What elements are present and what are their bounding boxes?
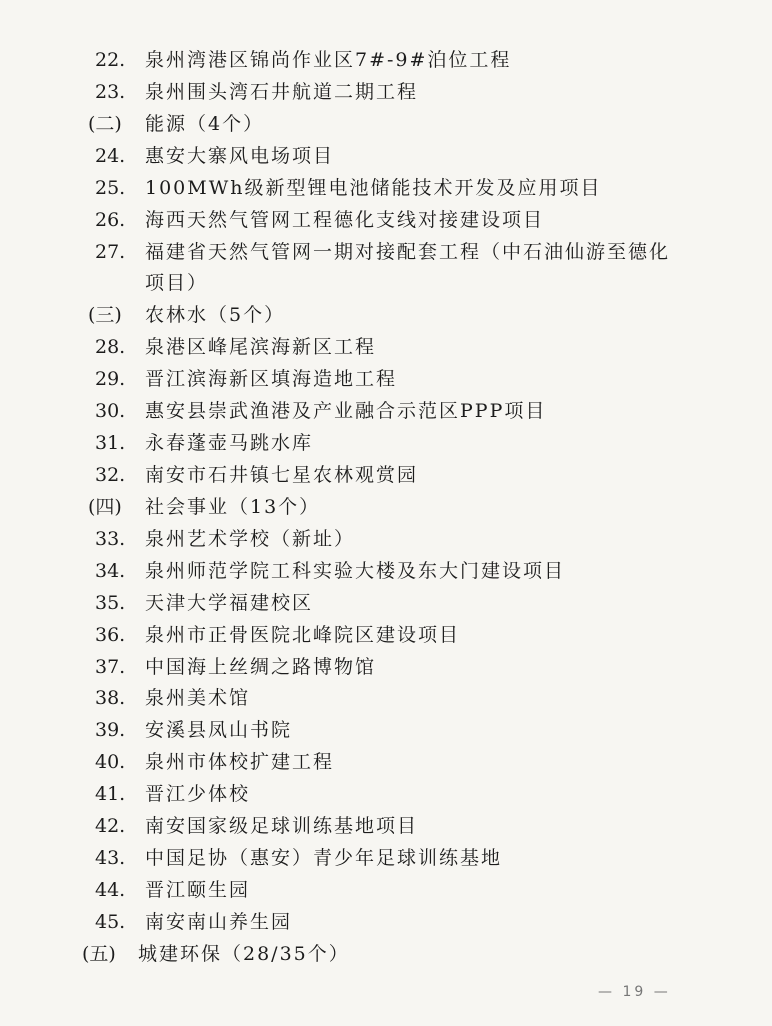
item-text: 泉州湾港区锦尚作业区7#-9#泊位工程 (145, 49, 512, 71)
section-number: (二) (88, 113, 122, 135)
section-number: (四) (88, 496, 122, 518)
item-text: 安溪县凤山书院 (145, 719, 293, 741)
section-title: 农林水（5个） (145, 304, 286, 326)
section-title: 社会事业（13个） (145, 496, 321, 518)
item-number: 27. (95, 241, 126, 263)
item-number: 28. (95, 336, 126, 358)
item-number: 24. (95, 145, 126, 167)
item-number: 40. (95, 751, 126, 773)
item-text: 泉州艺术学校（新址） (145, 528, 356, 550)
item-text: 中国海上丝绸之路博物馆 (145, 656, 377, 678)
item-number: 44. (95, 879, 126, 901)
item-number: 34. (95, 560, 126, 582)
item-number: 26. (95, 209, 126, 231)
item-number: 35. (95, 592, 126, 614)
item-text: 永春蓬壶马跳水库 (145, 432, 314, 454)
item-text: 晋江颐生园 (145, 879, 251, 901)
item-number: 45. (95, 911, 126, 933)
item-number: 36. (95, 624, 126, 646)
section-title: 城建环保（28/35个） (138, 943, 350, 965)
item-number: 29. (95, 368, 126, 390)
item-text: 项目） (145, 272, 209, 294)
item-number: 41. (95, 783, 126, 805)
item-number: 32. (95, 464, 126, 486)
item-text: 100MWh级新型锂电池储能技术开发及应用项目 (145, 177, 602, 199)
item-number: 39. (95, 719, 126, 741)
item-number: 42. (95, 815, 126, 837)
item-text: 泉州美术馆 (145, 687, 251, 709)
item-text: 福建省天然气管网一期对接配套工程（中石油仙游至德化 (145, 241, 671, 263)
item-number: 43. (95, 847, 126, 869)
item-text: 泉州市体校扩建工程 (145, 751, 335, 773)
item-text: 中国足协（惠安）青少年足球训练基地 (145, 847, 503, 869)
item-text: 惠安县崇武渔港及产业融合示范区PPP项目 (145, 400, 547, 422)
item-number: 25. (95, 177, 126, 199)
item-text: 泉州市正骨医院北峰院区建设项目 (145, 624, 461, 646)
item-text: 泉州师范学院工科实验大楼及东大门建设项目 (145, 560, 566, 582)
item-text: 南安南山养生园 (145, 911, 293, 933)
item-number: 30. (95, 400, 126, 422)
item-number: 31. (95, 432, 126, 454)
section-number: (五) (82, 943, 116, 965)
item-text: 泉港区峰尾滨海新区工程 (145, 336, 377, 358)
section-number: (三) (88, 304, 122, 326)
item-text: 泉州围头湾石井航道二期工程 (145, 81, 419, 103)
item-text: 惠安大寨风电场项目 (145, 145, 335, 167)
item-number: 38. (95, 687, 126, 709)
item-number: 37. (95, 656, 126, 678)
item-text: 南安市石井镇七星农林观赏园 (145, 464, 419, 486)
item-number: 33. (95, 528, 126, 550)
page-number: — 19 — (598, 984, 671, 1000)
item-number: 22. (95, 49, 126, 71)
item-text: 海西天然气管网工程德化支线对接建设项目 (145, 209, 545, 231)
item-number: 23. (95, 81, 126, 103)
item-text: 晋江少体校 (145, 783, 251, 805)
section-title: 能源（4个） (145, 113, 265, 135)
item-text: 晋江滨海新区填海造地工程 (145, 368, 398, 390)
item-text: 天津大学福建校区 (145, 592, 314, 614)
item-text: 南安国家级足球训练基地项目 (145, 815, 419, 837)
